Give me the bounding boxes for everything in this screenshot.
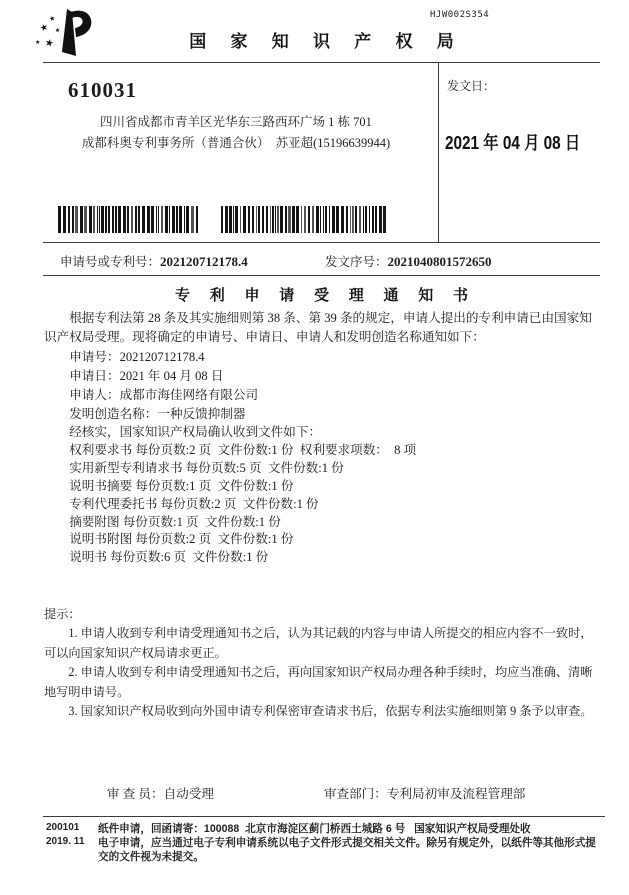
department-value: 专利局初审及流程管理部 [386,787,526,801]
confirmed-applicant: 申请人：成都市海佳网络有限公司 [69,388,259,403]
svg-text:★: ★ [54,27,61,35]
tips-section [44,605,604,721]
barcode-serial [221,206,388,233]
serial-no-value: 2021040801572650 [387,254,492,269]
dispatch-date-value: 2021 年 04 月 08 日 [445,133,581,153]
application-no-label: 申请号或专利号： [60,255,161,269]
header-rule [43,62,600,63]
list-item: 说明书摘要 每份页数:1 页 文件份数:1 份 [69,478,294,493]
meta-rule-top [43,242,600,243]
form-code: HJW002S354 [430,10,490,20]
intro-paragraph: 根据专利法第 28 条及其实施细则第 38 条、第 39 条的规定，申请人提出的专利申请已由国家知识产权局受理。现将确定的申请号、申请日、申请人和发明创造名称通知如下： [44,311,592,345]
dispatch-divider [438,62,439,242]
confirmed-invention-title: 发明创造名称：一种反馈抑制器 [69,407,246,422]
svg-text:★: ★ [38,21,50,34]
list-item: 摘要附图 每份页数:1 页 文件份数:1 份 [69,514,281,529]
recipient-postcode: 610031 [68,78,137,102]
barcode-application [58,206,200,233]
examiner-value: 自动受理 [163,787,214,801]
notice-body [44,309,601,425]
svg-text:★: ★ [43,37,55,50]
list-item: 权利要求书 每份页数:2 页 文件份数:1 份 权利要求项数： 8 项 [69,442,417,457]
examiner-label: 审 查 员： [106,787,164,801]
footer-note-text: 纸件申请，回函请寄：100088 北京市海淀区蓟门桥西土城路 6 号 国家知识产权局受理处收 [98,823,531,835]
footer-note-code: 2019. 11 [46,836,85,847]
notice-title: 专 利 申 请 受 理 通 知 书 [174,288,476,304]
department-label: 审查部门： [323,787,387,801]
list-item: 实用新型专利请求书 每份页数:5 页 文件份数:1 份 [69,460,344,475]
svg-text:★: ★ [48,14,57,24]
tip-item: 3. 国家知识产权局收到向外国申请专利保密审查请求书后，依据专利法实施细则第 9 条予以审查。 [68,704,593,719]
received-header: 经核实，国家知识产权局确认收到文件如下： [69,425,322,439]
confirmed-application-no: 申请号：202120712178.4 [69,349,205,364]
svg-text:★: ★ [35,40,41,46]
tips-label: 提示： [44,607,81,621]
recipient-address: 四川省成都市青羊区光华东三路西环广场 1 栋 701 [100,115,372,129]
list-item: 说明书 每份页数:6 页 文件份数:1 份 [69,550,269,565]
received-documents [44,424,601,567]
dispatch-date-label: 发文日： [447,79,496,93]
recipient-agency: 成都科奥专利事务所（普通合伙） 苏亚超(15196639944) [81,136,391,150]
tip-item: 2. 申请人收到专利申请受理通知书之后，再向国家知识产权局办理各种手续时，均应当准确、清晰地写明申请号。 [44,665,593,699]
meta-rule-bottom [43,275,600,276]
tip-item: 1. 申请人收到专利申请受理通知书之后，认为其记载的内容与申请人所提交的相应内容不一致时，可以向国家知识产权局请求更正。 [44,626,593,660]
footer-note-code: 200101 [46,822,80,833]
list-item: 说明书附图 每份页数:2 页 文件份数:1 份 [69,532,294,547]
list-item: 专利代理委托书 每份页数:2 页 文件份数:1 份 [69,496,319,511]
org-title: 国 家 知 识 产 权 局 [189,32,464,51]
footer-note-text: 电子申请，应当通过电子专利申请系统以电子文件形式提交相关文件。除另有规定外，以纸件等其他形式提交的文件视为未提交。 [98,837,596,863]
application-no-value: 202120712178.4 [160,254,248,269]
confirmed-filing-date: 申请日：2021 年 04 月 08 日 [69,368,224,383]
serial-no-label: 发文序号： [325,255,388,269]
footer-rule [43,816,605,817]
